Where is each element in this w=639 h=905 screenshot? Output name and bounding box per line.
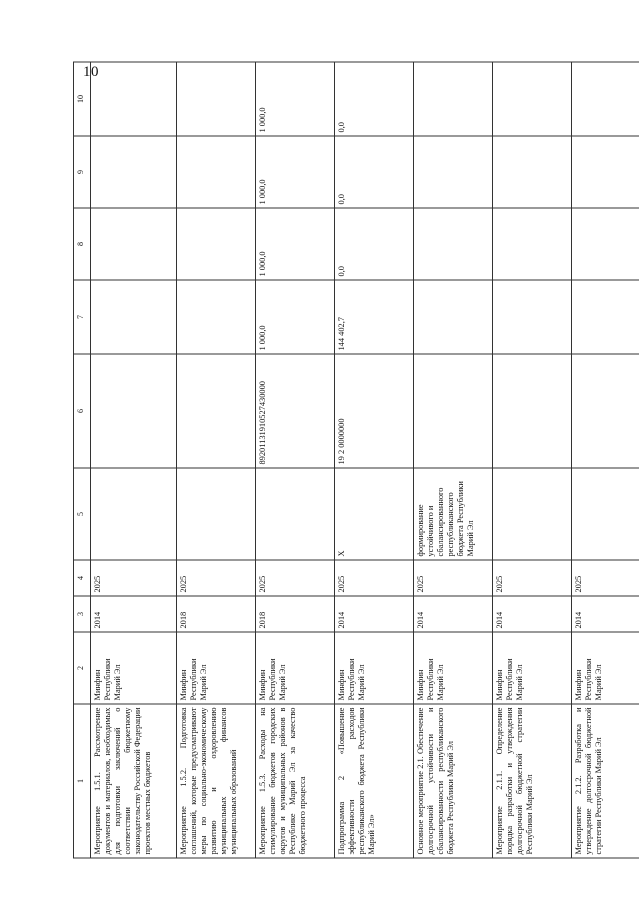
executor: Минфин Республики Марий Эл [91, 632, 177, 704]
amount-col-10 [493, 62, 572, 136]
amount-col-9 [493, 136, 572, 208]
amount-col-9 [572, 136, 639, 208]
table-row [91, 62, 177, 858]
expected-result [91, 468, 177, 560]
expected-result [493, 468, 572, 560]
end-year: 2025 [493, 560, 572, 596]
expected-result [572, 468, 639, 560]
expected-result: Х [335, 468, 414, 560]
end-year: 2025 [256, 560, 335, 596]
header-cell: 8 [74, 208, 91, 280]
header-cell: 1 [74, 704, 91, 858]
measure-name: Мероприятие 2.1.2. Разработка и утверждение долгосрочной бюджетной стратегии Республики Марий Эл [572, 704, 639, 858]
amount-col-10: 1 000,0 [256, 62, 335, 136]
budget-code: 19 2 0000000 [335, 354, 414, 468]
amount-col-7 [572, 280, 639, 354]
amount-col-9: 1 000,0 [256, 136, 335, 208]
executor: Минфин Республики Марий Эл [493, 632, 572, 704]
amount-col-9 [91, 136, 177, 208]
measure-name: Основное мероприятие 2.1. Обеспечение долгосрочной устойчивости и сбалансированности республиканского бюджета Республики Марий Эл [414, 704, 493, 858]
header-cell: 5 [74, 468, 91, 560]
amount-col-9: 0,0 [335, 136, 414, 208]
page-number: 10 [83, 64, 99, 80]
header-cell: 4 [74, 560, 91, 596]
amount-col-8 [493, 208, 572, 280]
expected-result [256, 468, 335, 560]
program-table [73, 62, 639, 859]
amount-col-10 [177, 62, 256, 136]
start-year: 2014 [91, 596, 177, 632]
amount-col-7 [414, 280, 493, 354]
table-row [572, 62, 639, 858]
measure-name: Мероприятие 1.5.2. Подготовка соглашений, которые предусматривают меры по социально-экономическому развитию и оздоровлению муниципальных финансов муниципальных образований [177, 704, 256, 858]
amount-col-8 [414, 208, 493, 280]
budget-code [572, 354, 639, 468]
start-year: 2014 [414, 596, 493, 632]
amount-col-8: 0,0 [335, 208, 414, 280]
rotated-page-area [76, 62, 603, 858]
amount-col-10 [414, 62, 493, 136]
budget-code [91, 354, 177, 468]
end-year: 2025 [335, 560, 414, 596]
header-cell: 2 [74, 632, 91, 704]
expected-result [177, 468, 256, 560]
table-row [335, 62, 414, 858]
end-year: 2025 [572, 560, 639, 596]
amount-col-7 [177, 280, 256, 354]
executor: Минфин Республики Марий Эл [414, 632, 493, 704]
table-row [177, 62, 256, 858]
start-year: 2018 [256, 596, 335, 632]
amount-col-8: 1 000,0 [256, 208, 335, 280]
header-cell: 9 [74, 136, 91, 208]
amount-col-7 [493, 280, 572, 354]
amount-col-9 [177, 136, 256, 208]
executor: Минфин Республики Марий Эл [572, 632, 639, 704]
start-year: 2018 [177, 596, 256, 632]
table-row [414, 62, 493, 858]
header-cell: 6 [74, 354, 91, 468]
budget-code: 89201131910527430000 [256, 354, 335, 468]
budget-code [493, 354, 572, 468]
end-year: 2025 [414, 560, 493, 596]
table-row [256, 62, 335, 858]
header-cell: 3 [74, 596, 91, 632]
amount-col-7: 1 000,0 [256, 280, 335, 354]
amount-col-7 [91, 280, 177, 354]
measure-name: Подпрограмма 2 «Повышение эффективности расходов республиканского бюджета Республики Марий Эл» [335, 704, 414, 858]
measure-name: Мероприятие 2.1.1. Определение порядка разработки и утверждения долгосрочной бюджетной стратегии Республики Марий Эл [493, 704, 572, 858]
header-cell: 10 [74, 62, 91, 136]
measure-name: Мероприятие 1.5.1. Рассмотрение документов и материалов, необходимых для подготовки заключений о соответствии бюджетному законодательству Российской Федерации проектов местных бюджетов [91, 704, 177, 858]
amount-col-8 [91, 208, 177, 280]
header-row [74, 62, 91, 858]
budget-code [177, 354, 256, 468]
amount-col-10 [572, 62, 639, 136]
amount-col-8 [572, 208, 639, 280]
amount-col-9 [414, 136, 493, 208]
header-cell: 7 [74, 280, 91, 354]
executor: Минфин Республики Марий Эл [256, 632, 335, 704]
measure-name: Мероприятие 1.5.3. Расходы на стимулирование бюджетов городских округов и муниципальных районов в Республике Марий Эл за качество бюджетного процесса [256, 704, 335, 858]
start-year: 2014 [493, 596, 572, 632]
amount-col-7: 144 402,7 [335, 280, 414, 354]
amount-col-8 [177, 208, 256, 280]
start-year: 2014 [335, 596, 414, 632]
start-year: 2014 [572, 596, 639, 632]
end-year: 2025 [91, 560, 177, 596]
table-row [493, 62, 572, 858]
expected-result: формирование устойчивого и сбалансированного республиканского бюджета Республики Марий Эл [414, 468, 493, 560]
executor: Минфин Республики Марий Эл [335, 632, 414, 704]
executor: Минфин Республики Марий Эл [177, 632, 256, 704]
amount-col-10 [91, 62, 177, 136]
end-year: 2025 [177, 560, 256, 596]
amount-col-10: 0,0 [335, 62, 414, 136]
budget-code [414, 354, 493, 468]
